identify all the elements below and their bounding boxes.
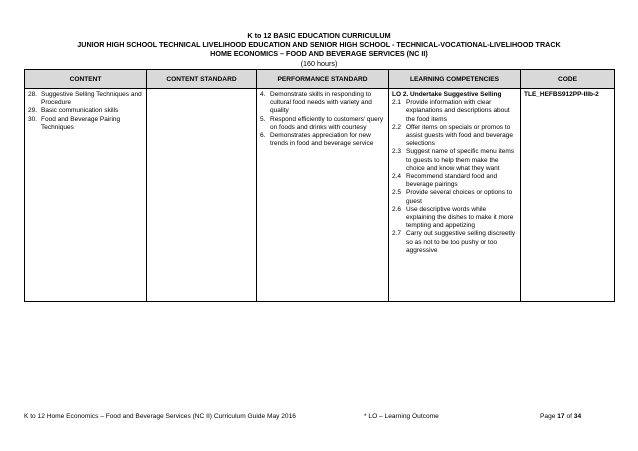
footer-note: * LO – Learning Outcome: [364, 413, 439, 420]
content-standard-cell: [147, 89, 257, 302]
column-header-learning-competencies: LEARNING COMPETENCIES: [389, 70, 521, 89]
list-item: 28. Suggestive Selling Techniques and Procedure: [28, 91, 142, 107]
list-item: 2.1 Provide information with clear explanations and descriptions about the food items: [392, 99, 510, 123]
performance-list: [260, 91, 385, 148]
page-number: Page 17 of 34: [540, 413, 582, 420]
list-item: 2.3 Suggest name of specific menu items to guests to help them make the choice and know what they want: [392, 148, 515, 172]
list-item: 2.6 Use descriptive words while explaining the dishes to make it more tempting and appetizing: [392, 205, 514, 230]
list-item: 2.2 Offer items on specials or promos to assist guests with food and beverage selections: [392, 123, 513, 148]
content-list: [28, 91, 143, 132]
list-item: 5. Respond efficiently to customers' query on foods and drinks with courtesy: [260, 115, 384, 131]
document-subtitle: JUNIOR HIGH SCHOOL TECHNICAL LIVELIHOOD EDUCATION AND SENIOR HIGH SCHOOL - TECHNICAL-VOCATIONAL-LIVELIHOOD TRACK: [77, 40, 561, 49]
footer-document-title: K to 12 Home Economics – Food and Beverage Services (NC II) Curriculum Guide May 2016: [24, 413, 296, 420]
list-item: 6. Demonstrates appreciation for new trends in food and beverage service: [260, 132, 374, 148]
performance-standard-cell: [257, 89, 389, 302]
learning-competencies-cell: [389, 89, 521, 302]
curriculum-table: [24, 69, 615, 302]
column-header-content-standard: CONTENT STANDARD: [147, 70, 257, 89]
list-item: 2.7 Carry out suggestive selling discreetly so as not to be too pushy or too aggressive: [392, 230, 516, 254]
document-title: K to 12 BASIC EDUCATION CURRICULUM: [247, 31, 391, 40]
list-item: 2.5 Provide several choices or options to guest: [392, 189, 513, 205]
list-item: 29. Basic communication skills: [28, 107, 119, 115]
course-hours: (160 hours): [300, 59, 338, 68]
column-header-code: CODE: [521, 70, 615, 89]
learning-outcome-title: LO 2. Undertake Suggestive Selling: [392, 91, 502, 98]
table-row: [25, 89, 615, 302]
list-item: 2.4 Recommend standard food and beverage pairings: [392, 173, 498, 189]
table-header-row: [25, 70, 615, 89]
content-cell: [25, 89, 147, 302]
course-title: HOME ECONOMICS – FOOD AND BEVERAGE SERVICES (NC II): [210, 49, 428, 58]
column-header-content: CONTENT: [25, 70, 147, 89]
code-cell: TLE_HEFBS912PP-IIIb-2: [521, 89, 615, 302]
column-header-performance-standard: PERFORMANCE STANDARD: [257, 70, 389, 89]
list-item: 30. Food and Beverage Pairing Techniques: [28, 115, 121, 131]
list-item: 4. Demonstrate skills in responding to cultural food needs with variety and quality: [260, 91, 372, 115]
